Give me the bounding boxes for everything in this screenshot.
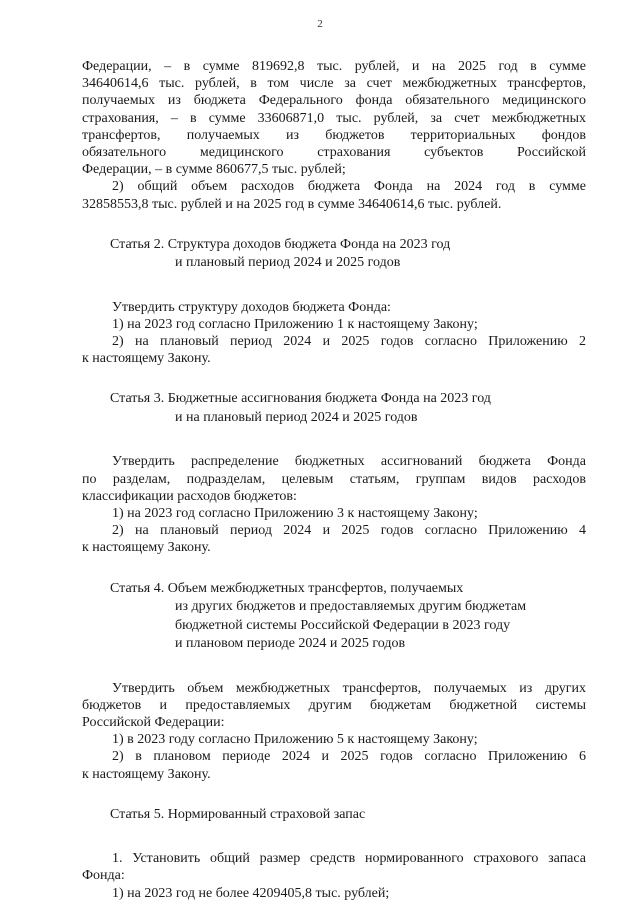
article-4-lead-cont: бюджетов и предоставляемых другим бюджетам бюджетной системы bbox=[82, 697, 586, 713]
article-3-lead-cont: классификации расходов бюджетов: bbox=[82, 488, 297, 504]
text-line: 32858553,8 тыс. рублей и на 2025 год в сумме 34640614,6 тыс. рублей. bbox=[82, 196, 502, 212]
article-2-lead: Утвердить структуру доходов бюджета Фонда: bbox=[112, 299, 391, 315]
article-5-lead: 1. Установить общий размер средств нормированного страхового запаса bbox=[112, 851, 586, 867]
article-3-lead: Утвердить распределение бюджетных ассигнований бюджета Фонда bbox=[112, 454, 586, 470]
article-4-heading-cont: и плановом периоде 2024 и 2025 годов bbox=[175, 636, 406, 652]
text-line: получаемых из бюджета Федерального фонда обязательного медицинского bbox=[82, 93, 586, 109]
article-4-heading-cont: из других бюджетов и предоставляемых другим бюджетам bbox=[175, 599, 527, 615]
paragraph-expenses bbox=[82, 178, 586, 212]
text-line: обязательного медицинского страхования субъектов Российской bbox=[82, 144, 586, 160]
paragraph-intro bbox=[82, 58, 586, 178]
article-2-item-2-cont: к настоящему Закону. bbox=[82, 351, 211, 367]
article-4-item-2-cont: к настоящему Закону. bbox=[82, 766, 211, 782]
text-line: 2) общий объем расходов бюджета Фонда на 2024 год в сумме bbox=[112, 179, 586, 195]
article-4-item-1: 1) в 2023 году согласно Приложению 5 к настоящему Закону; bbox=[112, 732, 478, 748]
article-5-lead-cont: Фонда: bbox=[82, 868, 125, 884]
article-4-heading: Статья 4. Объем межбюджетных трансфертов, получаемых bbox=[110, 580, 464, 596]
article-4-lead: Утвердить объем межбюджетных трансфертов, получаемых из других bbox=[112, 680, 586, 696]
text-line: трансфертов, получаемых из бюджетов территориальных фондов bbox=[82, 127, 586, 143]
article-3-item-1: 1) на 2023 год согласно Приложению 3 к настоящему Закону; bbox=[112, 506, 478, 521]
article-5-item-1: 1) на 2023 год не более 4209405,8 тыс. рублей; bbox=[112, 885, 390, 901]
article-4-lead-cont: Российской Федерации: bbox=[82, 714, 225, 730]
article-4-heading-cont: бюджетной системы Российской Федерации в 2023 году bbox=[175, 617, 511, 633]
article-2-heading-cont: и плановый период 2024 и 2025 годов bbox=[175, 255, 401, 271]
document-body bbox=[82, 58, 586, 902]
article-2 bbox=[82, 236, 586, 368]
article-4 bbox=[82, 580, 586, 783]
article-2-item-2: 2) на плановый период 2024 и 2025 годов согласно Приложению 2 bbox=[112, 334, 586, 350]
text-line: 34640614,6 тыс. рублей, в том числе за счет межбюджетных трансфертов, bbox=[82, 76, 586, 92]
article-3-heading-cont: и на плановый период 2024 и 2025 годов bbox=[175, 409, 418, 425]
page-number: 2 bbox=[317, 18, 323, 30]
article-2-heading: Статья 2. Структура доходов бюджета Фонда на 2023 год bbox=[110, 236, 451, 252]
text-line: страхования, – в сумме 33606871,0 тыс. рублей, за счет межбюджетных bbox=[82, 110, 586, 126]
article-3 bbox=[82, 390, 586, 556]
article-3-item-2-cont: к настоящему Закону. bbox=[82, 540, 211, 556]
article-5-heading: Статья 5. Нормированный страховой запас bbox=[110, 806, 366, 822]
article-5 bbox=[82, 806, 586, 902]
article-3-lead-cont: по разделам, подразделам, целевым статьям, группам видов расходов bbox=[82, 471, 586, 487]
text-line: Федерации, – в сумме 819692,8 тыс. рублей, и на 2025 год в сумме bbox=[82, 59, 586, 74]
article-2-item-1: 1) на 2023 год согласно Приложению 1 к настоящему Закону; bbox=[112, 316, 478, 332]
article-4-item-2: 2) в плановом периоде 2024 и 2025 годов согласно Приложению 6 bbox=[112, 749, 586, 765]
text-line: Федерации, – в сумме 860677,5 тыс. рублей; bbox=[82, 162, 346, 178]
article-3-heading: Статья 3. Бюджетные ассигнования бюджета Фонда на 2023 год bbox=[110, 391, 491, 407]
article-3-item-2: 2) на плановый период 2024 и 2025 годов согласно Приложению 4 bbox=[112, 523, 586, 539]
